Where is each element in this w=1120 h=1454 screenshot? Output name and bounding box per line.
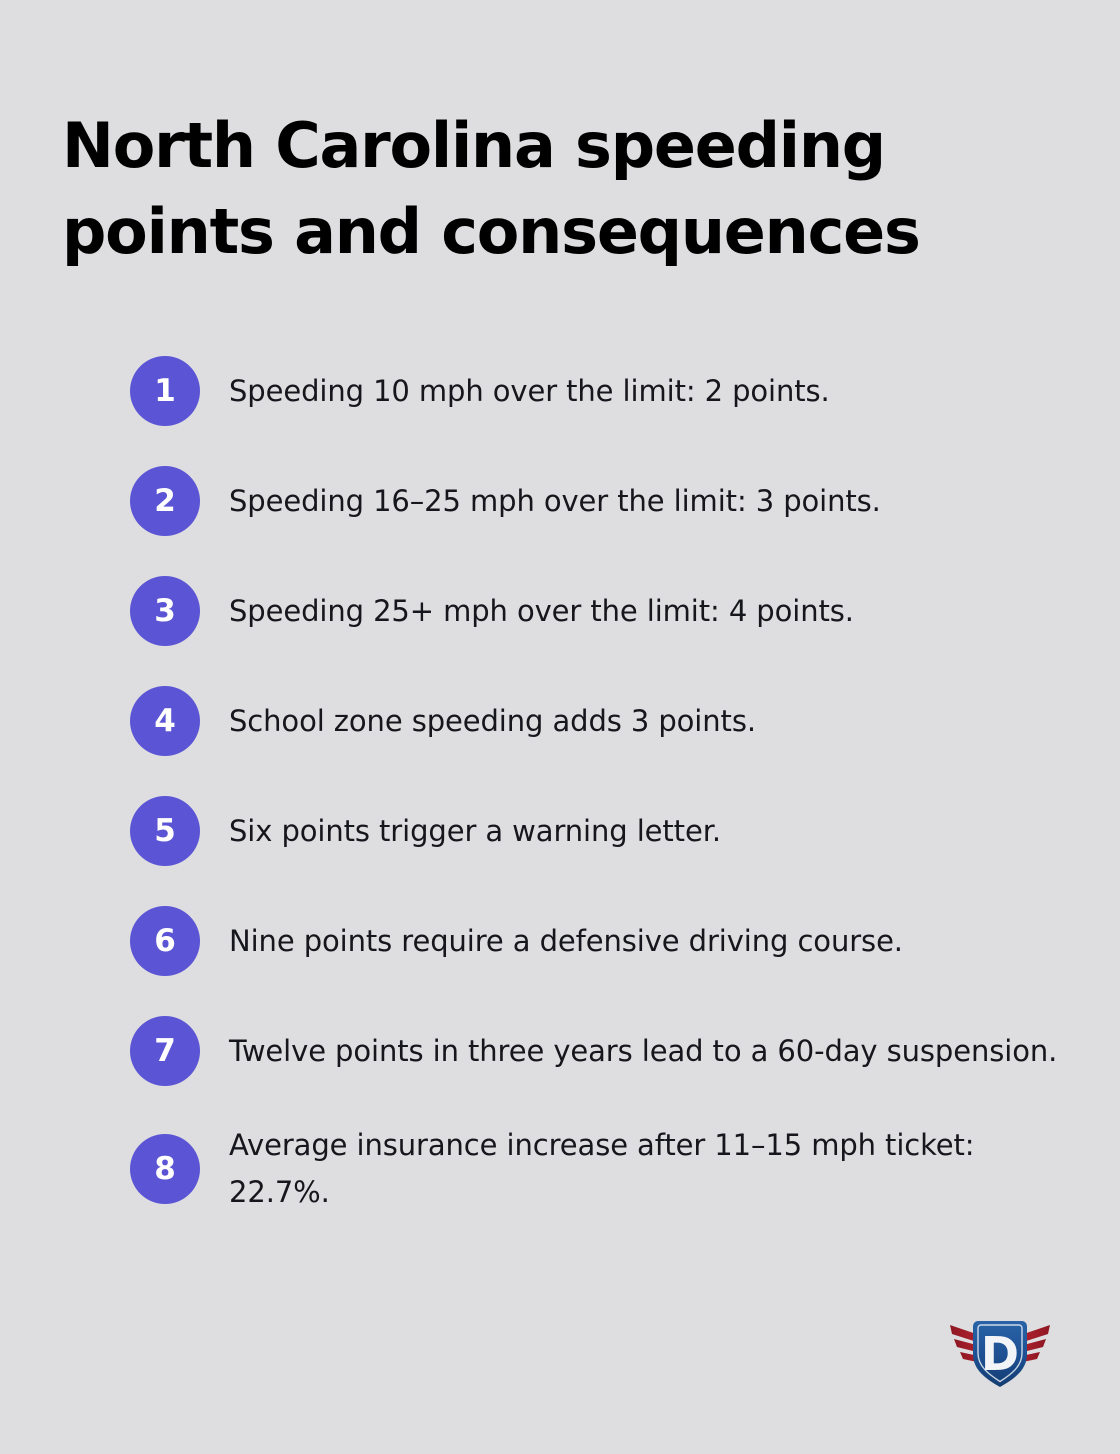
list-item — [130, 686, 1060, 756]
logo-letter: D — [980, 1327, 1020, 1381]
list-item-label: Twelve points in three years lead to a 60-day suspension. — [229, 1033, 1058, 1068]
list-item-number-badge: 3 — [130, 576, 200, 646]
list-item — [130, 1122, 1060, 1216]
list-item — [130, 796, 1060, 866]
list-item — [130, 466, 1060, 536]
list-item-number-badge: 5 — [130, 796, 200, 866]
list-item-label: Speeding 25+ mph over the limit: 4 points. — [229, 593, 854, 628]
list-item-number-badge: 1 — [130, 356, 200, 426]
list-item-label: Nine points require a defensive driving course. — [229, 923, 903, 958]
list-item-number-badge: 6 — [130, 906, 200, 976]
list-item — [130, 1016, 1060, 1086]
list-item — [130, 576, 1060, 646]
numbered-list — [130, 356, 1060, 1252]
list-item-label: School zone speeding adds 3 points. — [229, 703, 756, 738]
list-item-label: Speeding 10 mph over the limit: 2 points. — [229, 373, 830, 408]
list-item-label: Speeding 16–25 mph over the limit: 3 points. — [229, 483, 881, 518]
list-item-number-badge: 8 — [130, 1134, 200, 1204]
list-item — [130, 356, 1060, 426]
list-item — [130, 906, 1060, 976]
list-item-label: Average insurance increase after 11–15 mph ticket: 22.7%. — [229, 1128, 975, 1209]
list-item-number-badge: 4 — [130, 686, 200, 756]
list-item-number-badge: 2 — [130, 466, 200, 536]
list-item-label: Six points trigger a warning letter. — [229, 813, 721, 848]
page-title: North Carolina speeding points and consequences — [62, 109, 920, 268]
shield-d-wings-logo — [938, 1308, 1062, 1392]
list-item-number-badge: 7 — [130, 1016, 200, 1086]
